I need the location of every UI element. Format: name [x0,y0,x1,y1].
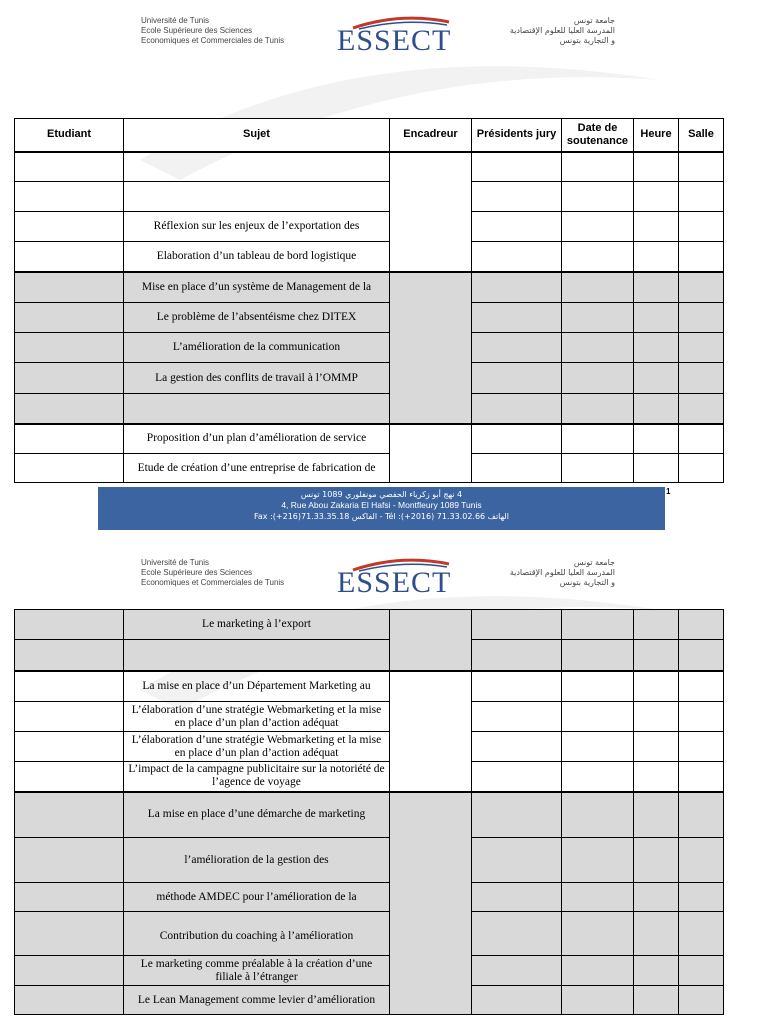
header-line: Economiques et Commerciales de Tunis [141,36,285,45]
subject-cell: La mise en place d’un Département Marketing au [124,671,390,702]
time-cell [634,640,679,671]
date-cell [562,762,634,792]
header-line: Economiques et Commerciales de Tunis [141,578,285,587]
date-cell [562,394,634,424]
subject-cell [124,182,390,212]
student-cell [15,242,124,272]
room-cell [679,732,724,762]
jury-cell [472,986,562,1015]
supervisor-cell [390,152,472,272]
page-number: 1 [666,487,671,496]
jury-cell [472,956,562,986]
university-name-fr [141,558,284,588]
room-cell [679,702,724,732]
student-cell [15,792,124,838]
column-header: Etudiant [15,119,124,152]
jury-cell [472,333,562,363]
defense-schedule-table [14,609,724,1015]
room-cell [679,883,724,912]
subject-cell [124,152,390,182]
header-line: المدرسة العليا للعلوم الإقتصادية [509,26,615,35]
time-cell [634,610,679,640]
student-cell [15,424,124,454]
header-line: المدرسة العليا للعلوم الإقتصادية [509,568,615,577]
room-cell [679,671,724,702]
table-row [15,702,724,732]
time-cell [634,212,679,242]
room-cell [679,762,724,792]
date-cell [562,912,634,956]
student-cell [15,702,124,732]
subject-cell: Le problème de l’absentéisme chez DITEX [124,303,390,333]
student-cell [15,394,124,424]
table-row [15,883,724,912]
date-cell [562,454,634,483]
date-cell [562,272,634,303]
jury-cell [472,732,562,762]
table-row [15,732,724,762]
student-cell [15,956,124,986]
jury-cell [472,912,562,956]
time-cell [634,242,679,272]
room-cell [679,986,724,1015]
date-cell [562,986,634,1015]
university-name-ar [505,16,615,46]
table-row [15,303,724,333]
date-cell [562,838,634,883]
date-cell [562,702,634,732]
subject-cell: L’amélioration de la communication [124,333,390,363]
room-cell [679,956,724,986]
time-cell [634,792,679,838]
footer-contact: Fax :(+216)71.33.35.18 الفاكس - Tél :(+2016) 71.33.02.66 الهاتف [254,512,509,521]
logo-text: ESSECT [337,24,452,57]
date-cell [562,732,634,762]
supervisor-cell [390,424,472,483]
supervisor-cell [390,792,472,1015]
table-row [15,671,724,702]
footer-address-ar: 4 نهج أبو زكرياء الحفصي مونفلوري 1089 تونس [300,490,463,499]
student-cell [15,912,124,956]
room-cell [679,424,724,454]
room-cell [679,912,724,956]
footer-address: 4, Rue Abou Zakaria El Hafsi - Montfleury 1089 Tunis [281,500,482,510]
date-cell [562,956,634,986]
supervisor-cell [390,272,472,424]
table-row [15,333,724,363]
date-cell [562,424,634,454]
time-cell [634,182,679,212]
room-cell [679,182,724,212]
student-cell [15,986,124,1015]
column-header: Date de soutenance [562,119,634,152]
jury-cell [472,454,562,483]
header-line: Université de Tunis [141,16,210,25]
time-cell [634,956,679,986]
room-cell [679,242,724,272]
column-header: Sujet [124,119,390,152]
subject-cell: La mise en place d’une démarche de marketing [124,792,390,838]
subject-cell: Mise en place d’un système de Management de la [124,272,390,303]
table-row [15,242,724,272]
date-cell [562,333,634,363]
subject-cell: Etude de création d’une entreprise de fabrication de [124,454,390,483]
jury-cell [472,762,562,792]
jury-cell [472,303,562,333]
room-cell [679,303,724,333]
column-header: Encadreur [390,119,472,152]
time-cell [634,912,679,956]
column-header: Salle [679,119,724,152]
jury-cell [472,394,562,424]
date-cell [562,363,634,394]
university-name-fr [141,16,284,46]
jury-cell [472,242,562,272]
time-cell [634,883,679,912]
student-cell [15,182,124,212]
room-cell [679,333,724,363]
table-row [15,762,724,792]
time-cell [634,363,679,394]
jury-cell [472,702,562,732]
supervisor-cell [390,610,472,671]
room-cell [679,640,724,671]
time-cell [634,333,679,363]
student-cell [15,212,124,242]
table-row [15,610,724,640]
table-row [15,363,724,394]
date-cell [562,671,634,702]
header-line: Ecole Supérieure des Sciences [141,568,253,577]
header-line: جامعة تونس [573,16,615,25]
header-line: و التجارية بتونس [559,578,615,587]
time-cell [634,986,679,1015]
room-cell [679,792,724,838]
time-cell [634,671,679,702]
jury-cell [472,640,562,671]
subject-cell: Le Lean Management comme levier d’amélioration [124,986,390,1015]
time-cell [634,394,679,424]
table-row [15,182,724,212]
time-cell [634,702,679,732]
student-cell [15,732,124,762]
time-cell [634,152,679,182]
table-row [15,956,724,986]
table-row [15,394,724,424]
date-cell [562,883,634,912]
column-header: Présidents jury [472,119,562,152]
subject-cell: Le marketing à l’export [124,610,390,640]
table-row [15,212,724,242]
header-line: Ecole Supérieure des Sciences [141,26,253,35]
page-header [0,16,768,76]
subject-cell: L’élaboration d’une stratégie Webmarketing et la mise en place d’un plan d’action adéquat [124,732,390,762]
date-cell [562,792,634,838]
subject-cell: Le marketing comme préalable à la création d’une filiale à l’étranger [124,956,390,986]
room-cell [679,152,724,182]
column-header: Heure [634,119,679,152]
jury-cell [472,671,562,702]
subject-cell: Elaboration d’un tableau de bord logistique [124,242,390,272]
jury-cell [472,792,562,838]
student-cell [15,671,124,702]
jury-cell [472,424,562,454]
table-header-row [15,119,724,152]
header-line: و التجارية بتونس [559,36,615,45]
room-cell [679,454,724,483]
subject-cell: La gestion des conflits de travail à l’OMMP [124,363,390,394]
jury-cell [472,610,562,640]
student-cell [15,363,124,394]
date-cell [562,640,634,671]
date-cell [562,610,634,640]
table-row [15,986,724,1015]
table-row [15,912,724,956]
time-cell [634,424,679,454]
student-cell [15,272,124,303]
jury-cell [472,838,562,883]
subject-cell: Contribution du coaching à l’amélioration [124,912,390,956]
room-cell [679,272,724,303]
supervisor-cell [390,671,472,792]
student-cell [15,610,124,640]
table-row [15,454,724,483]
subject-cell: Réflexion sur les enjeux de l’exportation des [124,212,390,242]
date-cell [562,152,634,182]
student-cell [15,454,124,483]
student-cell [15,152,124,182]
subject-cell: l’amélioration de la gestion des [124,838,390,883]
time-cell [634,272,679,303]
defense-schedule-table [14,118,724,483]
date-cell [562,242,634,272]
student-cell [15,762,124,792]
subject-cell: L’élaboration d’une stratégie Webmarketing et la mise en place d’un plan d’action adéquat [124,702,390,732]
time-cell [634,732,679,762]
table-row [15,152,724,182]
logo-text: ESSECT [337,566,452,599]
subject-cell [124,394,390,424]
jury-cell [472,212,562,242]
jury-cell [472,363,562,394]
header-line: Université de Tunis [141,558,210,567]
room-cell [679,838,724,883]
room-cell [679,212,724,242]
date-cell [562,303,634,333]
jury-cell [472,272,562,303]
date-cell [562,182,634,212]
jury-cell [472,182,562,212]
page-footer [98,487,665,530]
subject-cell: méthode AMDEC pour l’amélioration de la [124,883,390,912]
student-cell [15,333,124,363]
student-cell [15,838,124,883]
university-name-ar [505,558,615,588]
time-cell [634,454,679,483]
table-row [15,838,724,883]
table-row [15,640,724,671]
time-cell [634,303,679,333]
student-cell [15,883,124,912]
room-cell [679,394,724,424]
table-row [15,272,724,303]
table-row [15,424,724,454]
table-row [15,792,724,838]
student-cell [15,303,124,333]
subject-cell: L’impact de la campagne publicitaire sur la notoriété de l’agence de voyage [124,762,390,792]
subject-cell [124,640,390,671]
header-line: جامعة تونس [573,558,615,567]
subject-cell: Proposition d’un plan d’amélioration de service [124,424,390,454]
essect-logo [333,18,463,68]
time-cell [634,762,679,792]
essect-logo [333,560,463,610]
date-cell [562,212,634,242]
room-cell [679,610,724,640]
room-cell [679,363,724,394]
time-cell [634,838,679,883]
jury-cell [472,152,562,182]
jury-cell [472,883,562,912]
student-cell [15,640,124,671]
